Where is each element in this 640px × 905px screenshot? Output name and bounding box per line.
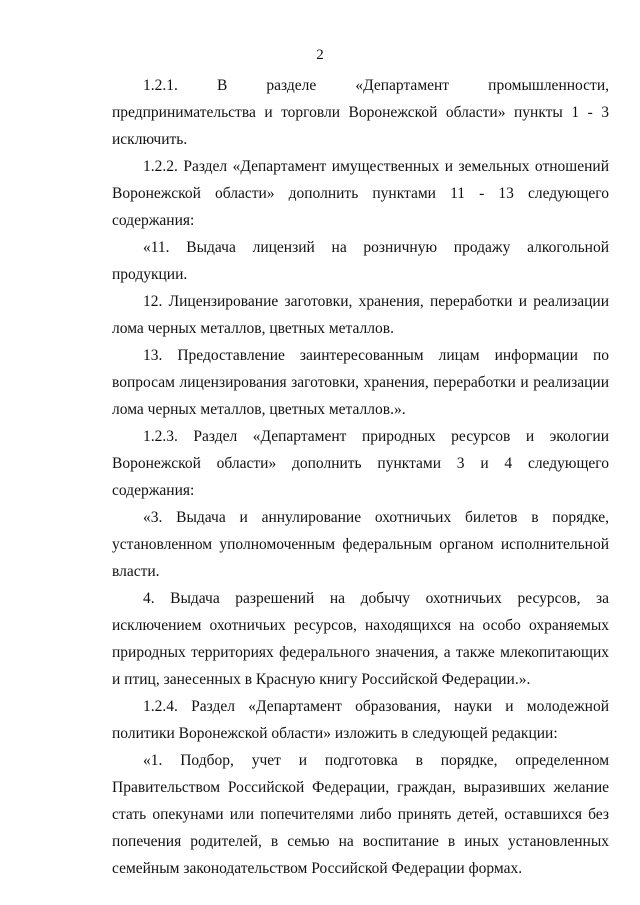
paragraph-item-4: 4. Выдача разрешений на добычу охотничьих ресурсов, за исключением охотничьих ресурсов, находящихся на особо охраняемых природных территориях федерального значения, а также млекопитающих и птиц, занесенных в Красную книгу Российской Федерации.».: [112, 590, 609, 688]
paragraph-1-2-3: 1.2.3. Раздел «Департамент природных ресурсов и экологии Воронежской области» дополнить пунктами 3 и 4 следующего содержания:: [112, 428, 609, 499]
document-body: [112, 72, 609, 882]
page-number: 2: [316, 47, 324, 63]
paragraph-item-12: 12. Лицензирование заготовки, хранения, переработки и реализации лома черных металлов, цветных металлов.: [112, 293, 609, 337]
paragraph-item-11: «11. Выдача лицензий на розничную продажу алкогольной продукции.: [112, 239, 609, 283]
paragraph-1-2-1: 1.2.1. В разделе «Департамент промышленности, предпринимательства и торговли Воронежской области» пункты 1 - 3 исключить.: [112, 77, 609, 148]
paragraph-item-13: 13. Предоставление заинтересованным лицам информации по вопросам лицензирования заготовки, хранения, переработки и реализации лома черных металлов, цветных металлов.».: [112, 347, 609, 418]
paragraph-1-2-4: 1.2.4. Раздел «Департамент образования, науки и молодежной политики Воронежской области» изложить в следующей редакции:: [112, 698, 609, 742]
paragraph-item-3: «3. Выдача и аннулирование охотничьих билетов в порядке, установленном уполномоченным федеральным органом исполнительной власти.: [112, 509, 609, 580]
paragraph-1-2-2: 1.2.2. Раздел «Департамент имущественных и земельных отношений Воронежской области» дополнить пунктами 11 - 13 следующего содержания:: [112, 158, 609, 229]
paragraph-item-1: «1. Подбор, учет и подготовка в порядке, определенном Правительством Российской Федерации, граждан, выразивших желание стать опекунами или попечителями либо принять детей, оставшихся без попечения родителей, в семью на воспитание в иных установленных семейным законодательством Российской Федерации формах.: [112, 752, 609, 877]
